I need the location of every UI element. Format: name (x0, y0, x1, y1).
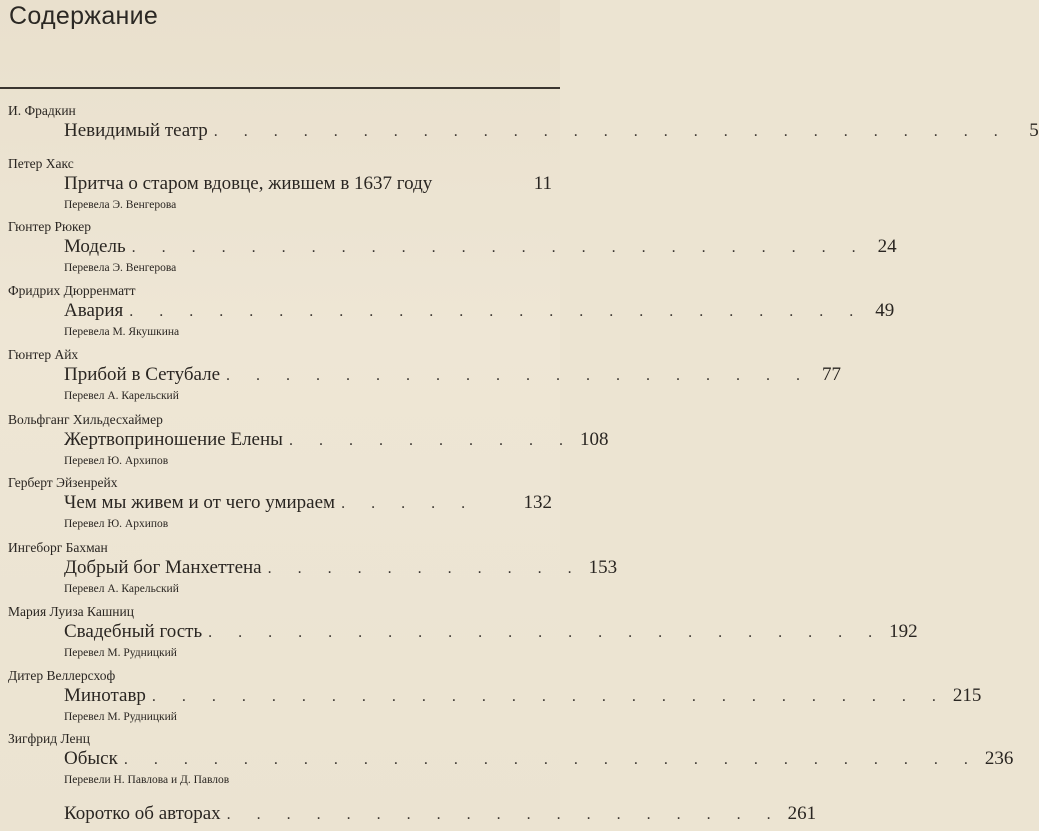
entry-author: Герберт Эйзенрейх (8, 475, 118, 490)
entry-work-line (64, 364, 842, 388)
entry-translator: Перевел А. Карельский (64, 583, 179, 595)
entry-work-line (64, 803, 817, 827)
entry-work-line (64, 236, 897, 260)
entry-page-number: 49 (875, 300, 895, 321)
entry-author: Зигфрид Ленц (8, 731, 90, 746)
entry-translator: Перевела Э. Венгерова (64, 199, 177, 211)
divider (0, 87, 560, 89)
entry-translator: Перевел М. Рудницкий (64, 647, 177, 659)
entry-author: И. Фрадкин (8, 103, 76, 118)
entry-work-line (64, 429, 609, 453)
entry-author: Гюнтер Рюкер (8, 219, 92, 234)
entry-translator: Перевели Н. Павлова и Д. Павлов (64, 774, 230, 786)
entry-page-number: 261 (787, 803, 817, 824)
leader-dots: . . . . . . . . . . . . . . . . . . . . . . . . . (129, 303, 865, 320)
entry-translator: Перевел М. Рудницкий (64, 711, 177, 723)
entry-page-number: 153 (588, 557, 618, 578)
entry-author: Мария Луиза Кашниц (8, 604, 134, 619)
leader-dots: . . . . . . . . . . . . . . . . . . . . . . . . . . . (213, 123, 1009, 140)
entry-page-number: 77 (822, 364, 842, 385)
entry-work-line (64, 300, 895, 324)
entry-page-number: 5 (1029, 120, 1039, 141)
entry-page-number: 11 (533, 173, 552, 194)
leader-dots: . . . . . . . . . . . . . . . . . . . . . . . . . . . (151, 688, 947, 705)
leader-dots: . . . . . (341, 495, 477, 512)
entry-title: Невидимый театр (64, 120, 208, 141)
entry-author: Гюнтер Айх (8, 347, 79, 362)
entry-title: Свадебный гость (64, 621, 203, 642)
leader-dots: . . . . . . . . . . . . . . . . . . . . (226, 367, 812, 384)
entry-translator: Перевел Ю. Архипов (64, 455, 169, 467)
entry-title: Минотавр (64, 685, 146, 706)
entry-title: Прибой в Сетубале (64, 364, 221, 385)
entry-page-number: 108 (579, 429, 609, 450)
entry-work-line (64, 557, 618, 581)
entry-page-number: 236 (984, 748, 1014, 769)
page-title: Содержание (9, 2, 159, 30)
entry-page-number: 24 (877, 236, 897, 257)
leader-dots: . . . . . . . . . . . . . . . . . . . . . . . (208, 624, 884, 641)
entry-work-line (64, 621, 918, 645)
entry-translator: Перевела Э. Венгерова (64, 262, 177, 274)
entry-title: Авария (64, 300, 124, 321)
leader-dots: . . . . . . . . . . . . . . . . . . . . . . . . . (131, 239, 867, 256)
leader-dots: . . . . . . . . . . (288, 432, 574, 449)
entry-author: Фридрих Дюрренматт (8, 283, 136, 298)
entry-author: Дитер Веллерсхоф (8, 668, 116, 683)
entry-author: Петер Хакс (8, 156, 74, 171)
entry-translator: Перевела М. Якушкина (64, 326, 180, 338)
leader-dots: . . . . . . . . . . . . . . . . . . . . . . . . . . . . . (123, 751, 979, 768)
entry-work-line (64, 120, 1039, 144)
entry-title: Модель (64, 236, 126, 257)
entry-title: Добрый бог Манхеттена (64, 557, 262, 578)
entry-translator: Перевел Ю. Архипов (64, 518, 169, 530)
entry-author: Ингеборг Бахман (8, 540, 108, 555)
entry-work-line (64, 748, 1014, 772)
leader-dots: . . . . . . . . . . . . . . . . . . . (226, 806, 782, 823)
entry-page-number: 215 (952, 685, 982, 706)
leader-dots: . . . . . . . . . . . (267, 560, 583, 577)
entry-title: Обыск (64, 748, 118, 769)
entry-work-line (64, 173, 552, 197)
entry-work-line (64, 685, 982, 709)
entry-title: Жертвоприношение Елены (64, 429, 283, 450)
entry-work-line (64, 492, 552, 516)
entry-translator: Перевел А. Карельский (64, 390, 179, 402)
entry-title: Притча о старом вдовце, жившем в 1637 году (64, 173, 433, 194)
entry-title: Чем мы живем и от чего умираем (64, 492, 336, 513)
entry-author: Вольфганг Хильдесхаймер (8, 412, 163, 427)
entry-title: Коротко об авторах (64, 803, 221, 824)
entry-page-number: 192 (889, 621, 918, 642)
entry-page-number: 132 (523, 492, 552, 513)
